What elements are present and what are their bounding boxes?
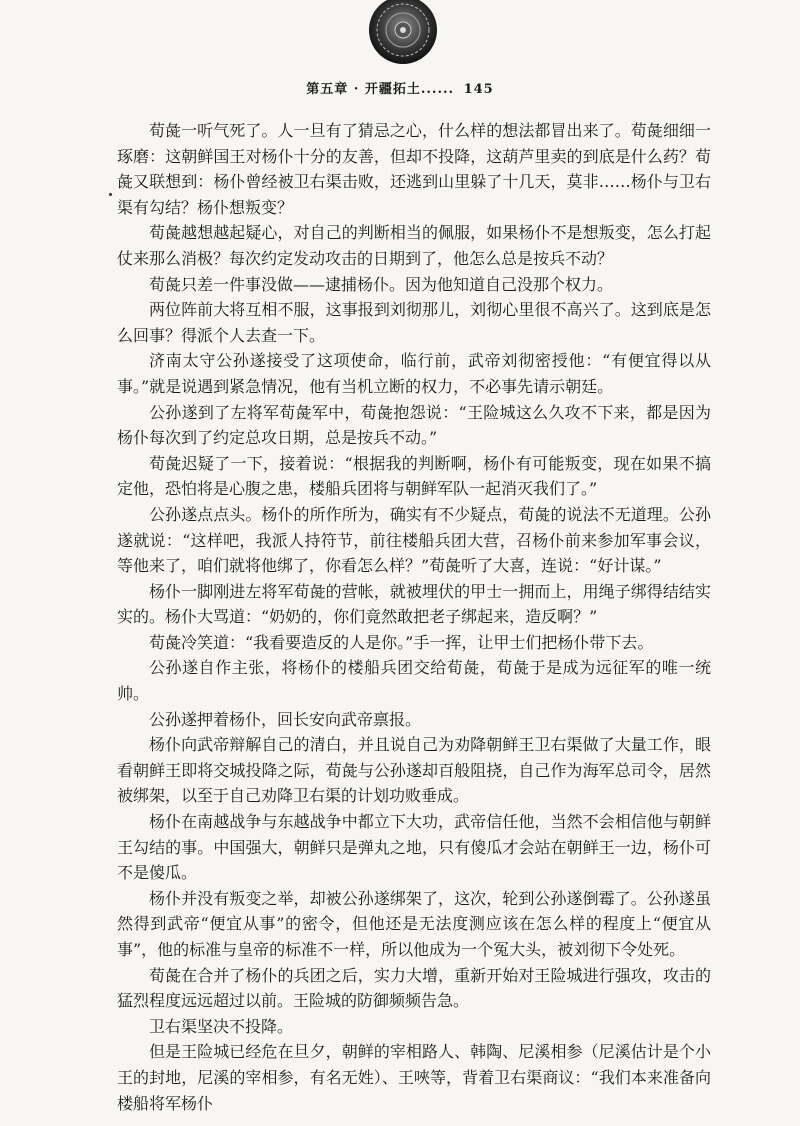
- ornamental-disc-icon: [367, 0, 439, 72]
- paragraph: 杨仆向武帝辩解自己的清白，并且说自己为劝降朝鲜王卫右渠做了大量工作，眼看朝鲜王即将交城投降之际，荀彘与公孙遂却百般阻挠，自己作为海军总司令，居然被绑架，以至于自己劝降卫右渠的计划功败垂成。: [117, 735, 711, 806]
- stray-mark: [109, 193, 112, 196]
- running-title: 第五章 · 开疆拓土......: [306, 82, 455, 97]
- paragraph: 荀彘冷笑道：“我看要造反的人是你。”手一挥，让甲士们把杨仆带下去。: [149, 632, 654, 652]
- paragraph: 荀彘一听气死了。人一旦有了猜忌之心，什么样的想法都冒出来了。荀彘细细一琢磨：这朝鲜国王对杨仆十分的友善，但却不投降，这葫芦里卖的到底是什么药？荀彘又联想到：杨仆曾经被卫右渠击败，还逃到山里躲了十几天，莫非……杨仆与卫右渠有勾结？杨仆想叛变？: [117, 121, 711, 217]
- body-text: [117, 118, 711, 1116]
- paragraph: 杨仆一脚刚进左将军荀彘的营帐，就被埋伏的甲士一拥而上，用绳子绑得结结实实的。杨仆大骂道：“奶奶的，你们竟然敢把老子绑起来，造反啊？”: [117, 581, 711, 627]
- paragraph: 公孙遂到了左将军荀彘军中，荀彘抱怨说：“王险城这么久攻不下来，都是因为杨仆每次到了约定总攻日期，总是按兵不动。”: [117, 402, 711, 448]
- paragraph: 杨仆并没有叛变之举，却被公孙遂绑架了，这次，轮到公孙遂倒霉了。公孙遂虽然得到武帝“便宜从事”的密令，但他还是无法度测应该在怎么样的程度上“便宜从事”，他的标准与皇帝的标准不一样，所以他成为一个冤大头，被刘彻下令处死。: [117, 888, 711, 959]
- paragraph: 杨仆在南越战争与东越战争中都立下大功，武帝信任他，当然不会相信他与朝鲜王勾结的事。中国强大，朝鲜只是弹丸之地，只有傻瓜才会站在朝鲜王一边，杨仆可不是傻瓜。: [117, 812, 711, 883]
- page-number: 145: [463, 82, 494, 97]
- paragraph: 荀彘越想越起疑心，对自己的判断相当的佩服，如果杨仆不是想叛变，怎么打起仗来那么消极？每次约定发动攻击的日期到了，他怎么总是按兵不动？: [117, 223, 711, 268]
- paragraph: 公孙遂自作主张，将杨仆的楼船兵团交给荀彘，荀彘于是成为远征军的唯一统帅。: [117, 658, 711, 704]
- paragraph: 卫右渠坚决不投降。: [149, 1016, 294, 1036]
- paragraph: 公孙遂押着杨仆，回长安向武帝禀报。: [149, 709, 422, 729]
- paragraph: 荀彘迟疑了一下，接着说：“根据我的判断啊，杨仆有可能叛变，现在如果不搞定他，恐怕将是心腹之患，楼船兵团将与朝鲜军队一起消灭我们了。”: [117, 453, 711, 499]
- paragraph: 两位阵前大将互相不服，这事报到刘彻那儿，刘彻心里很不高兴了。这到底是怎么回事？得派个人去查一下。: [117, 300, 711, 345]
- paragraph: 荀彘在合并了杨仆的兵团之后，实力大增，重新开始对王险城进行强攻，攻击的猛烈程度远远超过以前。王险城的防御频频告急。: [117, 965, 711, 1011]
- paragraph: 但是王险城已经危在旦夕，朝鲜的宰相路人、韩陶、尼溪相参（尼溪估计是个小王的封地，尼溪的宰相参，有名无姓）、王唊等，背着卫右渠商议：“我们本来准备向楼船将军杨仆: [117, 1042, 711, 1113]
- paragraph: 荀彘只差一件事没做——逮捕杨仆。因为他知道自己没那个权力。: [149, 274, 614, 294]
- paragraph: 公孙遂点点头。杨仆的所作所为，确实有不少疑点，荀彘的说法不无道理。公孙遂就说：“这样吧，我派人持符节，前往楼船兵团大营，召杨仆前来参加军事会议，等他来了，咱们就将他绑了，你看怎么样？”荀彘听了大喜，连说：“好计谋。”: [117, 504, 711, 576]
- running-header: [0, 78, 800, 97]
- paragraph: 济南太守公孙遂接受了这项使命，临行前，武帝刘彻密授他：“有便宜得以从事。”就是说遇到紧急情况，他有当机立断的权力，不必事先请示朝廷。: [117, 351, 711, 396]
